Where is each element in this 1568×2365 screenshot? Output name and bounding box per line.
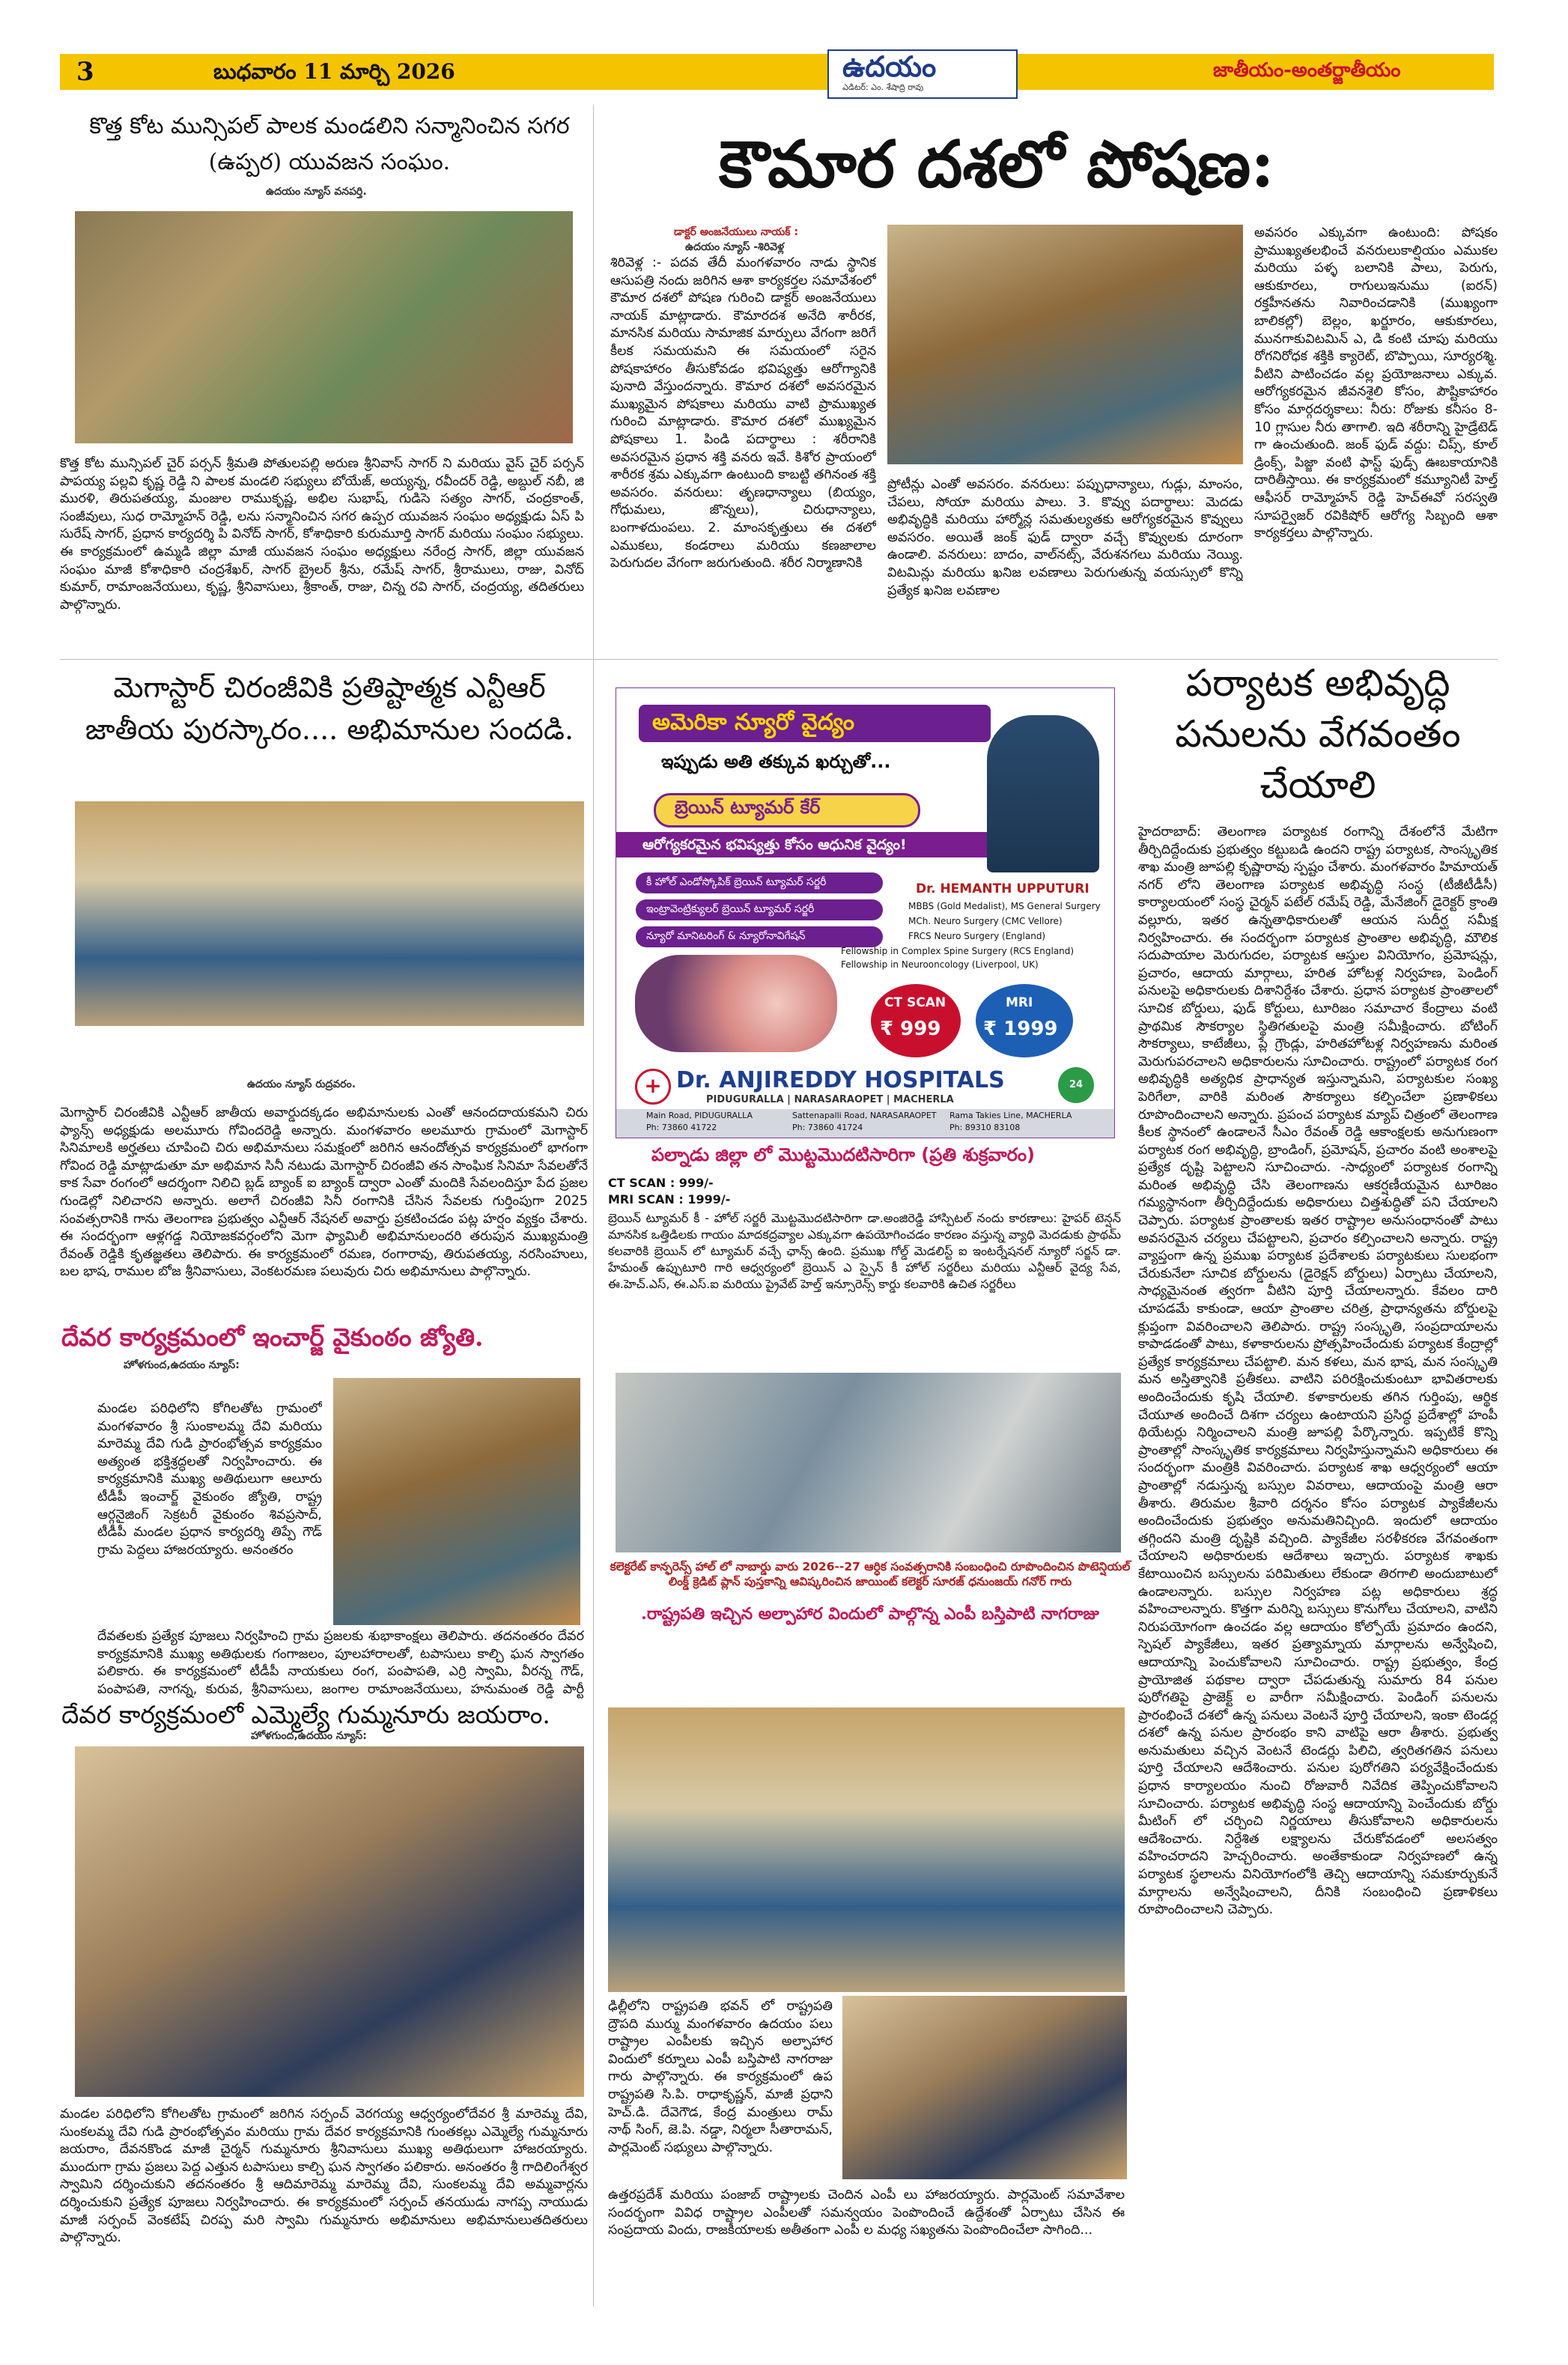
phone-1: Ph: 73860 41722 bbox=[646, 1123, 717, 1132]
story6-body-narrow: ఢిల్లీలోని రాష్ట్రపతి భవన్ లో రాష్ట్రపతి ద్రౌపది ముర్ము మంగళవారం ఉదయం పలు రాష్ట్రాల ఎంపీలకు ఇచ్చిన అల్పాహార విందులో కర్నూలు ఎంపీ బస్తిపాటి నాగరాజు గారు పాల్గొన్నారు. ఈ కార్యక్రమంలో ఉప రాష్ట్రపతి సి.పి. రాధాకృష్ణన్, మాజీ ప్రధాని హెచ్.డి. దేవెగౌడ, కేంద్ర మంత్రులు రామ్ నాథ్ సింగ్, జె.పి. నడ్డా, నిర్మలా సీతారామన్, పార్లమెంట్ సభ్యులు పాల్గొన్నారు. bbox=[608, 1999, 833, 2155]
ad-ct-line: CT SCAN : 999/- bbox=[608, 1176, 714, 1190]
ad-box[interactable] bbox=[616, 687, 1115, 1138]
doctor-qual-2: MCh. Neuro Surgery (CMC Vellore) bbox=[908, 916, 1063, 926]
ad-bullet-1-text: కీ హోల్ ఎండోస్కోపిక్ బ్రెయిన్ ట్యూమర్ సర్జరీ bbox=[646, 876, 827, 888]
story4-body-narrow: మండల పరిధిలోని కోగిలతోట గ్రామంలో మంగళవారం శ్రీ సుంకాలమ్మ దేవి మరియు మారెమ్మ దేవి గుడి ప్రారంభోత్సవ కార్యక్రమం అత్యంత భక్తిశ్రద్ధలతో నిర్వహించారు. ఈ కార్యక్రమానికి ముఖ్య అతిథులుగా ఆలూరు టీడీపీ ఇంచార్జ్ వైకుంఠం జ్యోతి, రాష్ట్ర ఆర్గనైజింగ్ సెక్రటరీ వైకుంఠం శివప్రసాద్, టీడీపీ మండల ప్రధాన కార్యదర్శి తిప్పే గౌడ్ గ్రామ పెద్దలు హాజరయ్యారు. అనంతరం bbox=[97, 1401, 322, 1558]
story6-photo-3 bbox=[842, 1996, 1127, 2179]
story5-body: మండల పరిధిలోని కోగిలతోట గ్రామంలో జరిగిన సర్పంచ్ వెరగయ్య ఆధ్వర్యంలోదేవర శ్రీ మారెమ్మ దేవి, సుంకలమ్మ దేవి గుడి ప్రారంభోత్సవం మరియు గ్రామ దేవర కార్యక్రమానికి గుంతకల్లు ఎమ్మెల్యే గుమ్మనూరు జయరాం, దేవనకొండ మాజీ చైర్మన్ గుమ్మనూరు శ్రీనివాసులు ముఖ్య అతిథులుగా హాజరయ్యారు. ముందుగా గ్రామ ప్రజలు పెద్ద ఎత్తున టపాసులు కాల్చి ఘన స్వాగతం పలికారు. అనంతరం శ్రీ గాదిలింగేశ్వర స్వామిని దర్శించుకుని తదనంతరం శ్రీ ఆదిమారెమ్మ మారెమ్మ దేవి, సుంకలమ్మ దేవి అమ్మవార్లను దర్శించుకుని ప్రత్యేక పూజలు నిర్వహించారు. ఈ కార్యక్రమంలో సర్పంచ్ తనయుడు నాగప్ప నాయుడు మాజీ సర్పంచ్ వెంకటేష్ చిరప్ప మరి స్వామి గుమ్మనూరు అభిమానులు అభిమానులుతదితరులు పాల్గొన్నారు. bbox=[60, 2107, 588, 2246]
story2-byline-2: ఉదయం న్యూస్ -శిరివెళ్ల bbox=[685, 241, 785, 253]
ad-sub: ఇప్పుడు అతి తక్కువ ఖర్చుతో... bbox=[661, 751, 891, 772]
story4-photo bbox=[333, 1378, 580, 1625]
phone-3: Ph: 89310 83108 bbox=[949, 1123, 1021, 1132]
story6-photo-2 bbox=[608, 1707, 1125, 1992]
story6-body-wide: ఉత్తరప్రదేశ్ మరియు పంజాబ్ రాష్ట్రాలకు చెందిన ఎంపీ లు హాజరయ్యారు. పార్లమెంట్ సమావేశాల సందర్భంగా వివిధ రాష్ట్రాల ఎంపీలతో సమన్వయం పెంపొందించే ఉద్దేశంతో ఏర్పాటు చేసిన ఈ సంప్రదాయ విందు, రాజకీయాలకు అతీతంగా ఎంపీ ల మధ్య సఖ్యతను పెంపొందించేలా సాగింది... bbox=[608, 2188, 1125, 2238]
ad-bullet-2-text: ఇంట్రావెంట్రిక్యులర్ బ్రెయిన్ ట్యూమర్ సర్జరీ bbox=[646, 903, 815, 915]
address-2: Sattenapalli Road, NARASARAOPET bbox=[792, 1111, 937, 1120]
story1-photo bbox=[75, 211, 573, 443]
story6-headline: .రాష్ట్రపతి ఇచ్చిన అల్పాహార విందులో పాల్గొన్న ఎంపీ బస్తిపాటి నాగరాజు bbox=[641, 1604, 1099, 1624]
column-divider bbox=[593, 105, 594, 2307]
doctor-qual-3: FRCS Neuro Surgery (England) bbox=[908, 931, 1046, 941]
story2-col2: ప్రోటీన్లు ఎంతో అవసరం. వనరులు: పప్పుధాన్యాలు, గుడ్లు, మాంసం, చేపలు, సోయా మరియు పాలు. 3. కొవ్వు పదార్థాలు: మెదడు అభివృద్ధికి మరియు హార్మోన్ల సమతుల్యతకు ఆరోగ్యకరమైన కొవ్వులు అవసరం. అయితే జంక్ ఫుడ్ ద్వారా వచ్చే కొవ్వులకు దూరంగా ఉండాలి. వనరులు: బాదం, వాల్‌నట్స్, వేరుశనగలు మరియు నెయ్యి. విటమిన్లు మరియు ఖనిజ లవణాలు పెరుగుతున్న వయస్సులో కొన్ని ప్రత్యేక ఖనిజ లవణాల bbox=[887, 477, 1243, 598]
ad-strip: ఆరోగ్యకరమైన భవిష్యత్తు కోసం ఆధునిక వైద్యం! bbox=[642, 837, 907, 853]
mri-label: MRI bbox=[1006, 995, 1033, 1010]
ad-tagline: పల్నాడు జిల్లా లో మొట్టమొదటిసారిగా (ప్రతి శుక్రవారం) bbox=[651, 1144, 1036, 1165]
doctor-photo bbox=[987, 715, 1099, 872]
doctor-qual-1: MBBS (Gold Medalist), MS General Surgery bbox=[908, 901, 1101, 911]
hospital-badge-icon: 24 bbox=[1058, 1067, 1094, 1103]
doctor-qual-5: Fellowship in Neurooncology (Liverpool, UK) bbox=[841, 959, 1039, 970]
story4-byline: హోళగుంద,ఉదయం న్యూస్: bbox=[124, 1359, 240, 1371]
ct-price: ₹ 999 bbox=[880, 1018, 941, 1040]
address-3: Rama Takies Line, MACHERLA bbox=[949, 1111, 1072, 1120]
phone-2: Ph: 73860 41724 bbox=[792, 1123, 863, 1132]
paper-tagline: ఎడిటర్: ఎం. శేషాద్రి రావు bbox=[842, 82, 924, 92]
page-number: 3 bbox=[76, 57, 94, 87]
story3-photo bbox=[75, 801, 584, 1026]
section-name: జాతీయం-అంతర్జాతీయం bbox=[1213, 59, 1401, 82]
story7-body: హైదరాబాద్: తెలంగాణ పర్యాటక రంగాన్ని దేశంలోనే మేటిగా తీర్చిదిద్దేందుకు ప్రభుత్వం కట్టుబడి ఉందని రాష్ట్ర పర్యాటక, సాంస్కృతిక శాఖ మంత్రి జూపల్లి కృష్ణారావు స్పష్టం చేశారు. మంగళవారం హిమాయత్ నగర్ లోని తెలంగాణ పర్యాటక అభివృద్ధి సంస్థ (టీజీటీడీసీ) కార్యాలయంలో సంస్థ చైర్మన్ పటేల్ రమేష్ రెడ్డి, మేనేజింగ్ డైరెక్టర్ క్రాంతి వల్లూరు, ఇతర ఉన్నతాధికారులతో ఆయన సుదీర్ఘ సమీక్ష నిర్వహించారు. ఈ సందర్భంగా పర్యాటక ప్రాంతాల అభివృద్ధి, మౌలిక సదుపాయాల మెరుగుదల, పర్యాటక ఆస్తుల వినియోగం, ప్రమోషన్లు, ప్రచారం, ఆదాయ మార్గాలు, హరిత హోటళ్ల నిర్వహణ, పెండింగ్ పనులపై అధికారులకు దిశానిర్దేశం చేశారు. ప్రధాన పర్యాటక ప్రాంతాలలో సూచిక బోర్డులు, ఫుడ్ కోర్టులు, టూరిజం సమాచార కేంద్రాలు వంటి ప్రాథమిక సౌకర్యాల స్థితిగతులపై మంత్రి సమీక్షించారు. బోటింగ్ సౌకర్యాలు, కాటేజీలు, ప్లే గ్రౌండ్లు, హరితహోటళ్ల నిర్వహణను మరింత మెరుగుపరచాలని అధికారులను సూచించారు. రాష్ట్రంలో పర్యాటక రంగ అభివృద్ధికి అత్యధిక ప్రాధాన్యత ఇస్తున్నామని, పర్యాటకుల సంఖ్య పెరిగేలా, వారికి మరింత సౌకర్యాలు కల్పించేలా ప్రణాళికలు రూపొందించాలని అన్నారు. ప్రపంచ పర్యాటక మ్యాప్ చిత్రంలో తెలంగాణ కీలక స్థానంలో ఉండాలనే సీఎం రేవంత్ రెడ్డి ఆకాంక్షలకు అనుగుణంగా పర్యాటక రంగ అభివృద్ధి, బ్రాండింగ్, ప్రమోషన్, ప్రచారం వంటి అంశాలపై ప్రత్యేక దృష్టి పెట్టాలని సూచించారు. -సాధ్యంలో పర్యాటక రంగాన్ని మరింత అభివృద్ధి చేసి తెలంగాణను ఆకర్షణీయమైన టూరిజం గమ్యస్థానంగా తీర్చిదిద్దేందుకు అధికారులు చిత్తశుద్ధితో పని చేయాలని చెప్పారు. పర్యాటక ప్రాంతాలకు ఇతర రాష్ట్రాల అనుసంధానంతో పాటు అవసరమైన చర్యలు చేపట్టాలని, ప్రచారం కల్పించాలని అన్నారు. రాష్ట్ర వ్యాప్తంగా ఉన్న ప్రముఖ పర్యాటక ప్రదేశాలకు పర్యాటకులు సులభంగా చేరుకునేలా సూచిక బోర్డులను (డైరెక్షన్ బోర్డులు) ఏర్పాటు చేయాలని, సాధ్యమైనంత త్వరగా వీటిని పూర్తి చేయాలన్నారు. కేవలం దారి చూపడమే కాకుండా, ఆయా ప్రాంతాల చరిత్ర, ప్రాధాన్యతను బోర్డులపై క్లుప్తంగా వివరించాలని తెలిపారు. రాష్ట్ర సంస్కృతి, సంప్రదాయాలను కాపాడడంతో పాటు, కళాకారులను ప్రోత్సహించేందుకు పర్యాటక కేంద్రాల్లో ప్రత్యేక కార్యక్రమాలు చేపట్టాలి. మన కళలు, మన భాష, మన సంస్కృతి మన అస్తిత్వానికి ప్రతీకలు. వాటిని పరిరక్షించుకుంటూ భావితరాలకు అందించేందుకు కృషి చేయాలి. కళాకారులకు తగిన గుర్తింపు, ఆర్థిక చేయూత అందించే దిశగా చర్యలు ఉంటాయని ప్రసిద్ధ ప్రదేశాల్లో హంపీ థియేటర్లు నిర్మించాలని మంత్రి జూపల్లి పేర్కొన్నారు. ఇప్పటికే కొన్ని ప్రాంతాల్లో సాంస్కృతిక కార్యక్రమాలు నిర్వహిస్తున్నామని అధికారులు ఈ సందర్భంగా మంత్రికి వివరించారు. పర్యాటక శాఖ ఆధ్వర్యంలో ఆయా ప్రాంతాల్లో నడుస్తున్న బస్సుల వివరాలు, ఆదాయంపై మంత్రి ఆరా తీశారు. తిరుమల శ్రీవారి దర్శనం కోసం పర్యాటక ప్యాకేజీలను అందించేందుకు ప్రభుత్వం అనుమతినిచ్చింది. ఇందులో ఆదాయం తగ్గిందని మంత్రి దృష్టికి వచ్చింది. ప్యాకేజీల సరళీకరణ వేగవంతంగా చేయాలని అధికారులకు ఆదేశాలు ఇచ్చారు. పర్యాటక శాఖకు కేటాయించిన బస్సులను పరిమితులు లేకుండా తిరగాలి అందుబాటులో ఉండాలన్నారు. బస్సుల నిర్వహణ పట్ల అధికారులు శ్రద్ధ వహించాలన్నారు. కొత్తగా మరిన్ని బస్సులు కొనుగోలు చేయాలని, వాటిని నిరుపయోగంగా ఉంచడం వల్ల ఆదాయం కోల్పోయే ప్రమాదం ఉందని, స్పెషల్ ప్యాకేజీలు, ఇతర ప్రత్యామ్నాయ మార్గాలను అన్వేషించి, ఆదాయాన్ని పెంచుకోవాలని సూచించారు. రాష్ట్ర ప్రభుత్వం, కేంద్ర ప్రాయోజిత పథకాల ద్వారా చేపడుతున్న సుమారు 84 పనుల పురోగతిపై ప్రాజెక్ట్ ల వారీగా సమీక్షించారు. పెండింగ్ పనులను ప్రారంభించే దశలో ఉన్న పనులు వెంటనే పూర్తి చేయాలని, ఇంకా టెండర్ల దశలో ఉన్న పనుల ప్రారంభం కాని వాటిపై ఆరా తీశారు. ప్రభుత్వ అనుమతులు వచ్చిన వెంటనే టెండర్లు పిలిచి, త్వరితగతిన పనులు పూర్తి చేయాలని ఆదేశించారు. పనుల పురోగతిని పర్యవేక్షించేందుకు ప్రధాన కార్యాలయం నుంచి రోజువారీ నివేదిక తెప్పించుకోవాలని సూచించారు. పర్యాటక అభివృద్ధి సంస్థ ఆదాయాన్ని పెంచేందుకు బోర్డు మీటింగ్ లో చర్చించి నిర్ణయాలు తీసుకోవాలని అధికారులను ఆదేశించారు. నిర్దేశిత లక్ష్యాలను చేరుకోవడంలో అలసత్వం వహించరాదని హెచ్చరించారు. అంతేకాకుండా నిర్వహణలో ఉన్న పర్యాటక స్థలాలను వినియోగంలోకి తెచ్చి ఆదాయాన్ని సమకూర్చుకునే మార్గాలను అన్వేషించాలని, దీనికి సంబంధించి ప్రణాళికలు రూపొందించాలని చెప్పారు. bbox=[1138, 825, 1498, 1918]
story5-byline: హోళగుంద,ఉదయం న్యూస్: bbox=[251, 1730, 367, 1742]
ct-label: CT SCAN bbox=[884, 995, 946, 1010]
story1-headline: కొత్త కోట మున్సిపల్ పాలక మండలిని సన్మానించిన సగర (ఉప్పర) యువజన సంఘం. bbox=[89, 113, 570, 175]
doctor-name: Dr. HEMANTH UPPUTURI bbox=[916, 881, 1090, 896]
story5-photo bbox=[75, 1746, 584, 2097]
hospital-name: Dr. ANJIREDDY HOSPITALS bbox=[676, 1067, 1005, 1093]
brain-scan-image bbox=[635, 955, 837, 1052]
ad-body: బ్రెయిన్ ట్యూమర్ కీ - హోల్ సర్జరీ మొట్టమొదటిసారిగా డా.అంజిరెడ్డి హాస్పిటల్ నందు కారణాలు: హైపర్ టెన్షన్ మానసిక ఒత్తిడి‌లకు గాయం మాదకద్రవ్యాల ఎక్కువగా ఉపయోగించడం కారణం వస్తున్న వ్యాధి మెదడుకు ప్రాథమ్ కలవారికి బ్రెయిన్ లో ట్యూమర్ వచ్చే ఛాన్స్ ఉంది. ప్రముఖ గోల్డ్ మెడలిస్ట్ ఐ ఇంటర్నేషనల్ న్యూరో సర్జన్ డా. హేమంత్ ఉప్పుటూరి గారి ఆధ్వర్యంలో బ్రెయిన్ ఎ స్పైన్ కీ హోల్ సర్జరీలు మరియు ఎన్టీఆర్ వైద్య సేవ, ఈ.హెచ్.ఎస్, ఈ.ఎస్.ఐ మరియు ప్రైవేట్ హెల్త్ ఇన్సూరెన్స్ కార్డు కలవారికి ఉచిత సర్జరీలు bbox=[608, 1211, 1121, 1291]
ad-bullet-3-text: న్యూరో మానిటరింగ్ & న్యూరోనావిగేషన్ bbox=[646, 930, 806, 942]
mri-price: ₹ 1999 bbox=[983, 1018, 1058, 1040]
story3-caption: ఉదయం న్యూస్ రుద్రవరం. bbox=[247, 1078, 356, 1090]
story6-caption: కలెక్టరేట్ కాన్ఫరెన్స్ హాల్ లో నాబార్డు వారు 2026--27 ఆర్ధిక సంవత్సరానికి సంబంధించి రూపొందించిన పొటెన్షియల్ లింక్డ్ క్రెడిట్ ప్లాన్ పుస్తకాన్ని ఆవిష్కరించిన జాయింట్ కలెక్టర్ సూరజ్ ధనుంజయ్ గనోర్ గారు bbox=[610, 1560, 1131, 1588]
ad-mri-line: MRI SCAN : 1999/- bbox=[608, 1192, 731, 1206]
ad-banner: అమెరికా న్యూరో వైద్యం bbox=[652, 709, 854, 735]
story4-body-wide: దేవతలకు ప్రత్యేక పూజలు నిర్వహించి గ్రామ ప్రజలకు శుభాకాంక్షలు తెలిపారు. తదనంతరం దేవర కార్యక్రమానికి ముఖ్య అతిథులకు గంగాజలం, పూలహారాలతో, టపాసులు కాల్చి ఘన స్వాగతం పలికారు. ఈ కార్యక్రమంలో టీడీపీ నాయకులు రంగ, పంపాపతి, ఎర్రి స్వామి, వీరన్న గౌడ్, పంపాపతి, నాగన్న, కురువ, శ్రీనివాసులు, జంగాల రామాంజనేయులు, హనుమంత రెడ్డి పార్టీ bbox=[97, 1629, 584, 1697]
story1-byline: ఉదయం న్యూస్ వనపర్తి. bbox=[266, 186, 367, 198]
hospital-locations: PIDUGURALLA | NARASARAOPET | MACHERLA bbox=[706, 1094, 954, 1105]
story2-byline-1: డాక్టర్ అంజనేయులు నాయక్ : bbox=[674, 226, 799, 238]
story5-headline: దేవర కార్యక్రమంలో ఎమ్మెల్యే గుమ్మనూరు జయరాం. bbox=[61, 1700, 550, 1729]
story3-headline: మెగాస్టార్ చిరంజీవికి ప్రతిష్టాత్మక ఎన్టీఆర్ జాతీయ పురస్కారం.... అభిమానుల సందడి. bbox=[85, 671, 574, 746]
story2-headline: కౌమార దశలో పోషణ: bbox=[719, 127, 1274, 202]
story2-col3: అవసరం ఎక్కువగా ఉంటుంది: పోషకం ప్రాముఖ్యతలభించే వనరులుకాల్షియం ఎముకల మరియు పళ్ళ బలానికి పాలు, పెరుగు, ఆకుకూరలు, రాగులుఇనుము (ఐరన్) రక్తహీనతను నివారించడానికి (ముఖ్యంగా బాలికల్లో) బెల్లం, ఖర్జూరం, ఆకుకూరలు, మునగాకువిటమిన్ ఎ, డి కంటి చూపు మరియు రోగనిరోధక శక్తికి క్యారెట్, బొప్పాయి, సూర్యరశ్మి. వీటిని పాటించడం వల్ల ప్రయోజనాలు ఎక్కువ. ఆరోగ్యకరమైన జీవనశైలి కోసం, పౌష్టికాహారం కోసం మార్గదర్శకాలు: నీరు: రోజుకు కనీసం 8-10 గ్లాసుల నీరు తాగాలి. ఇది శరీరాన్ని హైడ్రేటెడ్ గా ఉంచుతుంది. జంక్ ఫుడ్ వద్దు: చిప్స్, కూల్ డ్రింక్స్, పిజ్జా వంటి ఫాస్ట్ ఫుడ్స్ ఊబకాయానికి దారితీస్తాయి. ఈ కార్యక్రమంలో కమ్యూనిటీ హెల్త్ ఆఫీసర్ రామ్మోహన్ రెడ్డి హెచ్‌ఈవో సరస్వతి సూపర్వైజర్ రవికిషోర్ ఆరోగ్య సిబ్బంది ఆశా కార్యకర్తలు పాల్గొన్నారు. bbox=[1254, 225, 1498, 541]
story4-headline: దేవర కార్యక్రమంలో ఇంచార్జ్ వైకుంఠం జ్యోతి. bbox=[61, 1323, 484, 1352]
issue-date: బుధవారం 11 మార్చి 2026 bbox=[213, 59, 455, 84]
story2-photo bbox=[887, 225, 1243, 464]
story1-body: కొత్త కోట మున్సిపల్ చైర్ పర్సన్ శ్రీమతి పోతులపల్లి అరుణ శ్రీనివాస్ సాగర్ ని మరియు వైస్ చైర్ పర్సన్ పాపయ్య పల్లవి కృష్ణ రెడ్డి ని పాలక మండలి సభ్యులు బోయేజ్, అయ్యన్న, రవీందర్ రెడ్డి, అబ్దుల్ నబీ, జి మురళి, తిరుపతయ్య, మంజుల రాముకృష్ణ, అభిల సుభాష్, గుడిసె సత్యం సాగర్, చంద్రకాంత్, సంజీవులు, సుధ రామ్మోహన్ రెడ్డి, లను సన్మానించిన సగర ఉప్పర యువజన సంఘం అధ్యక్షుడు ఏస్ పి సురేష్ సాగర్, ప్రధాన కార్యదర్శి పి వినోద్ సాగర్, కోశాధికారి కురుమూర్తి సాగర్ మరియు సంఘం సభ్యులు. ఈ కార్యక్రమంలో ఉమ్మడి జిల్లా మాజీ యువజన సంఘం అధ్యక్షులు నరేంద్ర సాగర్, జిల్లా యువజన సంఘం మాజీ కోశాధికారి చంద్రశేఖర్, సాగర్ బ్రైలర్ శ్రీను, రమేష్ సాగర్, శ్రీరాములు, రాజు, వినోద్ కుమార్, రామాంజనేయులు, కృష్ణ, శ్రీనివాసులు, శ్రీకాంత్, రాజు, చిన్న రవి సాగర్, చంద్రయ్య, తదితరులు పాల్గొన్నారు. bbox=[60, 456, 584, 613]
story2-col1: శిరివెళ్ల :- పదవ తేదీ మంగళవారం నాడు స్థానిక ఆసుపత్రి నందు జరిగిన ఆశా కార్యకర్తల సమావేశంలో కౌమార దశలో పోషణ గురించి డాక్టర్ అంజనేయులు నాయక్ మాట్లాడారు. కౌమారదశ అనేది శారీరక, మానసిక మరియు సామాజిక మార్పులు వేగంగా జరిగే కీలక సమయమని ఈ సమయంలో సరైన పోషకాహారం తీసుకోవడం భవిష్యత్తు ఆరోగ్యానికి పునాది వేస్తుందన్నారు. కౌమార దశలో అవసరమైన ముఖ్యమైన పోషకాలు మరియు వాటి ప్రాముఖ్యత గురించి మాట్లాడారు. కౌమార దశలో ముఖ్యమైన పోషకాలు 1. పిండి పదార్థాలు : శరీరానికి అవసరమైన ప్రధాన శక్తి వనరు ఇవే. కిశోర ప్రాయంలో శారీరక శ్రమ ఎక్కువగా ఉంటుంది కాబట్టి తగినంత శక్తి అవసరం. వనరులు: తృణధాన్యాలు (బియ్యం, గోధుమలు, జొన్నలు), చిరుధాన్యాలు, బంగాళదుంపలు. 2. మాంసకృత్తులు ఈ దశలో ఎముకలు, కండరాలు మరియు కణజాలాల పెరుగుదల వేగంగా జరుగుతుంది. శరీర నిర్మాణానికి bbox=[610, 255, 876, 571]
story6-photo-1 bbox=[616, 1373, 1121, 1552]
story3-body: మెగాస్టార్ చిరంజీవికి ఎన్టీఆర్ జాతీయ అవార్డుదక్కడం అభిమానులకు ఎంతో ఆనందదాయకమని చిరు ఫ్యాన్స్ అధ్యక్షుడు అలమూరు గోవిందరెడ్డి అన్నారు. మంగళవారం అలమూరు గ్రామంలో మెగాస్టార్ సినిమాలకి అర్హతలు చూపించి చిరు అభిమానులు సమక్షంలో జరిగిన ఆనందోత్సవ కార్యక్రమంలో భాగంగా గోవింద రెడ్డి మాట్లాడుతూ మా అభిమాన సినీ నటుడు మెగాస్టార్ చిరంజీవి తన సాంఘిక సినిమా సేవలతోనే కాక సేవా రంగంలో ఆదర్శంగా నిలిచి బ్లడ్ బ్యాంక్ ఐ బ్యాంక్ ద్వారా ఎంతో మందికి సేవలందిస్తూ పేద ప్రజల గుండెల్లో నిలిచారని అన్నారు. అలాగే చిరంజీవి సినీ రంగానికి చేసిన సేవలకు గుర్తింపుగా 2025 సంవత్సరానికి గాను తెలంగాణ ప్రభుత్వం ఎన్టీఆర్ నేషనల్ అవార్డు ప్రకటించడం పట్ల హర్షం వ్యక్తం చేశారు. ఈ సందర్భంగా ఆళ్లగడ్డ నియోజకవర్గంలోని మెగా ఫ్యామిలీ అభిమానులందరి తరుపున ముఖ్యమంత్రి రేవంత్ రెడ్డికి కృతజ్ఞతలు తెలిపారు. ఈ కార్యక్రమంలో రమణ, రంగారావు, తిరుపతయ్య, నరసింహులు, బల భాష, రాముల బోజ శ్రీనివాసులు, వెంకటరమణ పలువురు చిరు అభిమానులు పాల్గొన్నారు. bbox=[60, 1105, 588, 1280]
address-1: Main Road, PIDUGURALLA bbox=[646, 1111, 753, 1120]
hospital-cross-icon: + bbox=[635, 1069, 671, 1105]
doctor-qual-4: Fellowship in Complex Spine Surgery (RCS England) bbox=[841, 946, 1075, 956]
paper-logo: ఉదయం bbox=[842, 49, 937, 83]
story7-headline: పర్యాటక అభివృద్ధి పనులను వేగవంతం చేయాలి bbox=[1175, 661, 1461, 807]
ad-pill: బ్రెయిన్ ట్యూమర్ కేర్ bbox=[675, 797, 821, 818]
